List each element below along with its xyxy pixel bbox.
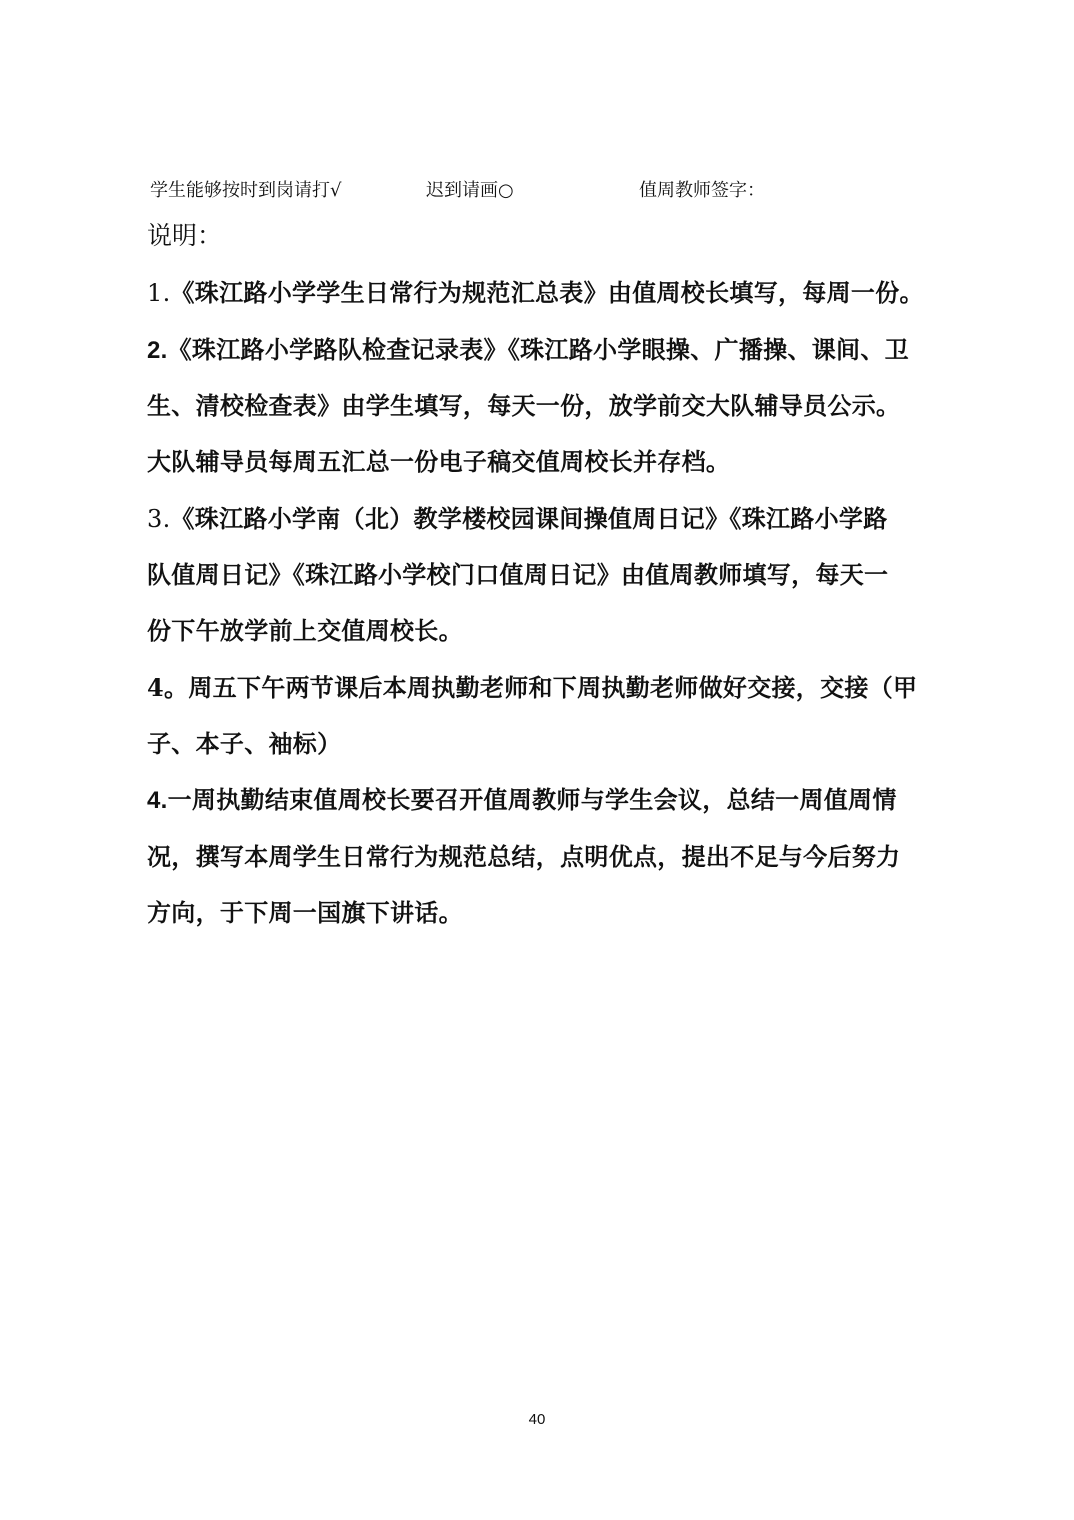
item-4b-line-1 (147, 780, 897, 821)
item-2-line-2: 生、清校检查表》由学生填写，每天一份，放学前交大队辅导员公示。 (147, 391, 901, 420)
item-4b-text: 一周执勤结束值周校长要召开值周教师与学生会议，总结一周值周情 (167, 785, 897, 814)
ontime-instruction: 学生能够按时到岗请打√ (150, 180, 342, 201)
item-4b-line-2: 况，撰写本周学生日常行为规范总结，点明优点，提出不足与今后努力 (147, 842, 901, 871)
explanation-heading: 说明： (147, 221, 223, 250)
item-1-number: 1. (147, 279, 171, 307)
item-1-line-1 (147, 273, 924, 313)
item-3-text: 《珠江路小学南（北）教学楼校园课间操值周日记》《珠江路小学路 (170, 504, 888, 533)
item-3-line-2: 队值周日记》《珠江路小学校门口值周日记》由值周教师填写，每天一 (147, 560, 889, 589)
item-2-line-3: 大队辅导员每周五汇总一份电子稿交值周校长并存档。 (147, 447, 731, 476)
item-4a-line-1 (147, 668, 917, 708)
item-4b-number: 4. (147, 787, 168, 814)
teacher-signature-label: 值周教师签字： (639, 180, 765, 201)
item-4a-text: 周五下午两节课后本周执勤老师和下周执勤老师做好交接，交接（甲 (188, 673, 918, 702)
item-2-number: 2. (147, 337, 168, 364)
item-3-line-3: 份下午放学前上交值周校长。 (147, 616, 463, 645)
item-3-number: 3. (147, 505, 171, 533)
item-3-line-1 (147, 499, 888, 539)
item-4a-number: 4。 (147, 673, 189, 702)
page-number: 40 (528, 1411, 546, 1428)
item-4a-line-2: 子、本子、袖标） (147, 729, 342, 758)
late-instruction: 迟到请画○ (426, 180, 514, 201)
item-2-line-1 (147, 330, 909, 371)
item-2-text: 《珠江路小学路队检查记录表》《珠江路小学眼操、广播操、课间、卫 (167, 335, 909, 364)
item-1-text: 《珠江路小学学生日常行为规范汇总表》由值周校长填写，每周一份。 (170, 278, 924, 307)
item-4b-line-3: 方向，于下周一国旗下讲话。 (147, 898, 463, 927)
